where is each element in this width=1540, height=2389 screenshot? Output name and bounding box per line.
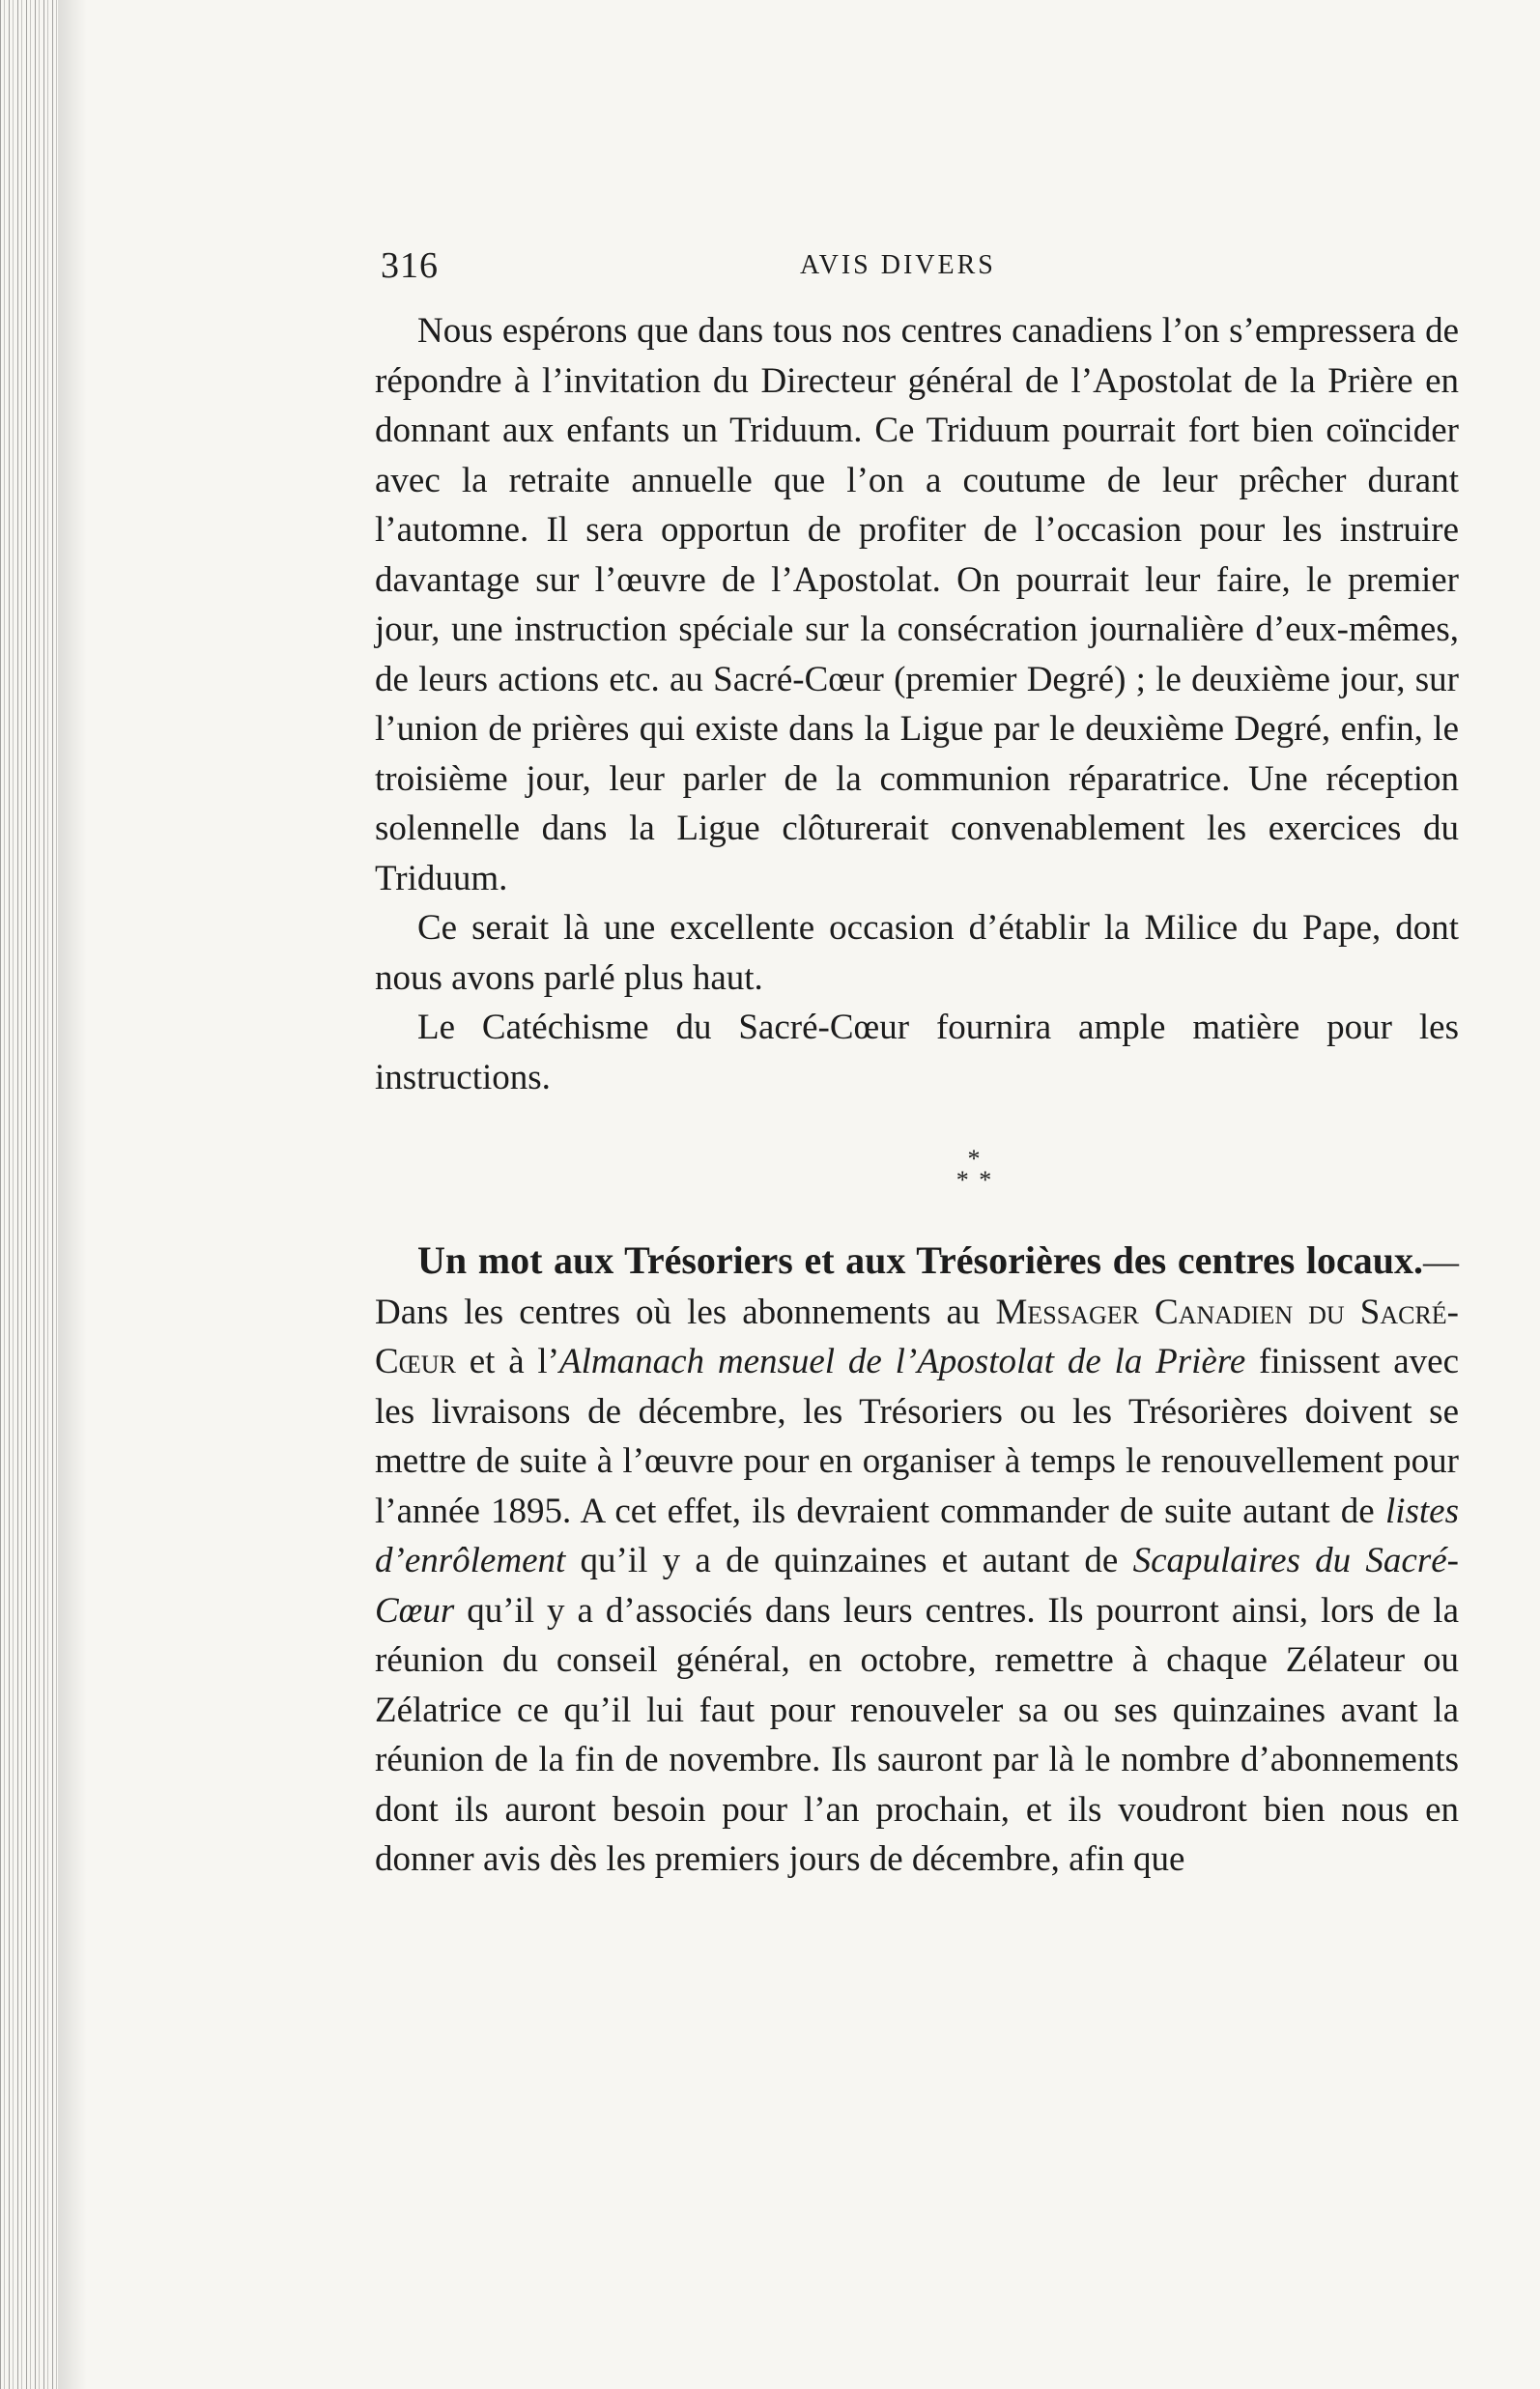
asterism-top: * bbox=[967, 1145, 983, 1173]
book-binding-edge bbox=[0, 0, 58, 2389]
book-page bbox=[375, 237, 1459, 1885]
paragraph-tresoriers bbox=[375, 1236, 1459, 1885]
paragraph-milice: Ce serait là une excellente occasion d’établir la Milice du Pape, dont nous avons parlé plus haut. bbox=[375, 908, 1459, 998]
almanach-title: Almanach mensuel de l’Apostolat de la Prière bbox=[559, 1342, 1246, 1381]
section-text-2: et à l’ bbox=[455, 1342, 560, 1381]
listes-enrolement: listes d’enrôlement bbox=[375, 1491, 1459, 1580]
page-number: 316 bbox=[381, 245, 439, 286]
messager-title: Messager Canadien du Sacré-Cœur bbox=[375, 1292, 1459, 1381]
section-text-4: qu’il y a de quinzaines et autant de bbox=[565, 1541, 1133, 1580]
section-text-5: qu’il y a d’associés dans leurs centres. Ils pourront ainsi, lors de la réunion du conseil général, en octobre, remettre à chaque Zélateur ou Zélatrice ce qu’il lui faut pour renouveler sa ou ses quinzaines avant la réunion de la fin de novembre. Ils sauront par là le nombre d’abonnements dont ils auront besoin pour l’an prochain, et ils voudront bien nous en donner avis dès les premiers jours de décembre, afin que bbox=[375, 1590, 1459, 1879]
paragraph-catechisme: Le Catéchisme du Sacré-Cœur fournira ample matière pour les instructions. bbox=[375, 1008, 1459, 1097]
asterism-separator bbox=[491, 1145, 1459, 1194]
scapulaires-title: Scapulaires du Sacré-Cœur bbox=[375, 1541, 1459, 1631]
body-text bbox=[375, 306, 1459, 1885]
asterism-bottom: * * bbox=[955, 1166, 994, 1194]
gutter-shadow bbox=[58, 0, 87, 2389]
page-header bbox=[375, 237, 1459, 295]
paragraph-triduum: Nous espérons que dans tous nos centres canadiens l’on s’empressera de répondre à l’invitation du Directeur général de l’Apostolat de la Prière en donnant aux enfants un Triduum. Ce Triduum pourrait fort bien coïncider avec la retraite annuelle que l’on a coutume de leur prêcher durant l’automne. Il sera opportun de profiter de l’occasion pour les instruire davantage sur l’œuvre de l’Apostolat. On pourrait leur faire, le premier jour, une instruction spéciale sur la consécration journalière d’eux-mêmes, de leurs actions etc. au Sacré-Cœur (premier Degré) ; le deuxième jour, sur l’union de prières qui existe dans la Ligue par le deuxième Degré, enfin, le troisième jour, leur parler de la communion réparatrice. Une réception solennelle dans la Ligue clôturerait convenablement les exercices du Triduum. bbox=[375, 311, 1459, 898]
running-head: AVIS DIVERS bbox=[800, 250, 996, 280]
section-text-1: —Dans les centres où les abonnements au bbox=[375, 1242, 1459, 1332]
section-text-3: finissent avec les livraisons de décembre, les Trésoriers ou les Trésorières doivent se mettre de suite à l’œuvre pour en organiser à temps le renouvellement pour l’année 1895. A cet effet, ils devraient commander de suite autant de bbox=[375, 1342, 1459, 1531]
section-heading: Un mot aux Trésoriers et aux Trésorières des centres locaux. bbox=[417, 1238, 1423, 1282]
